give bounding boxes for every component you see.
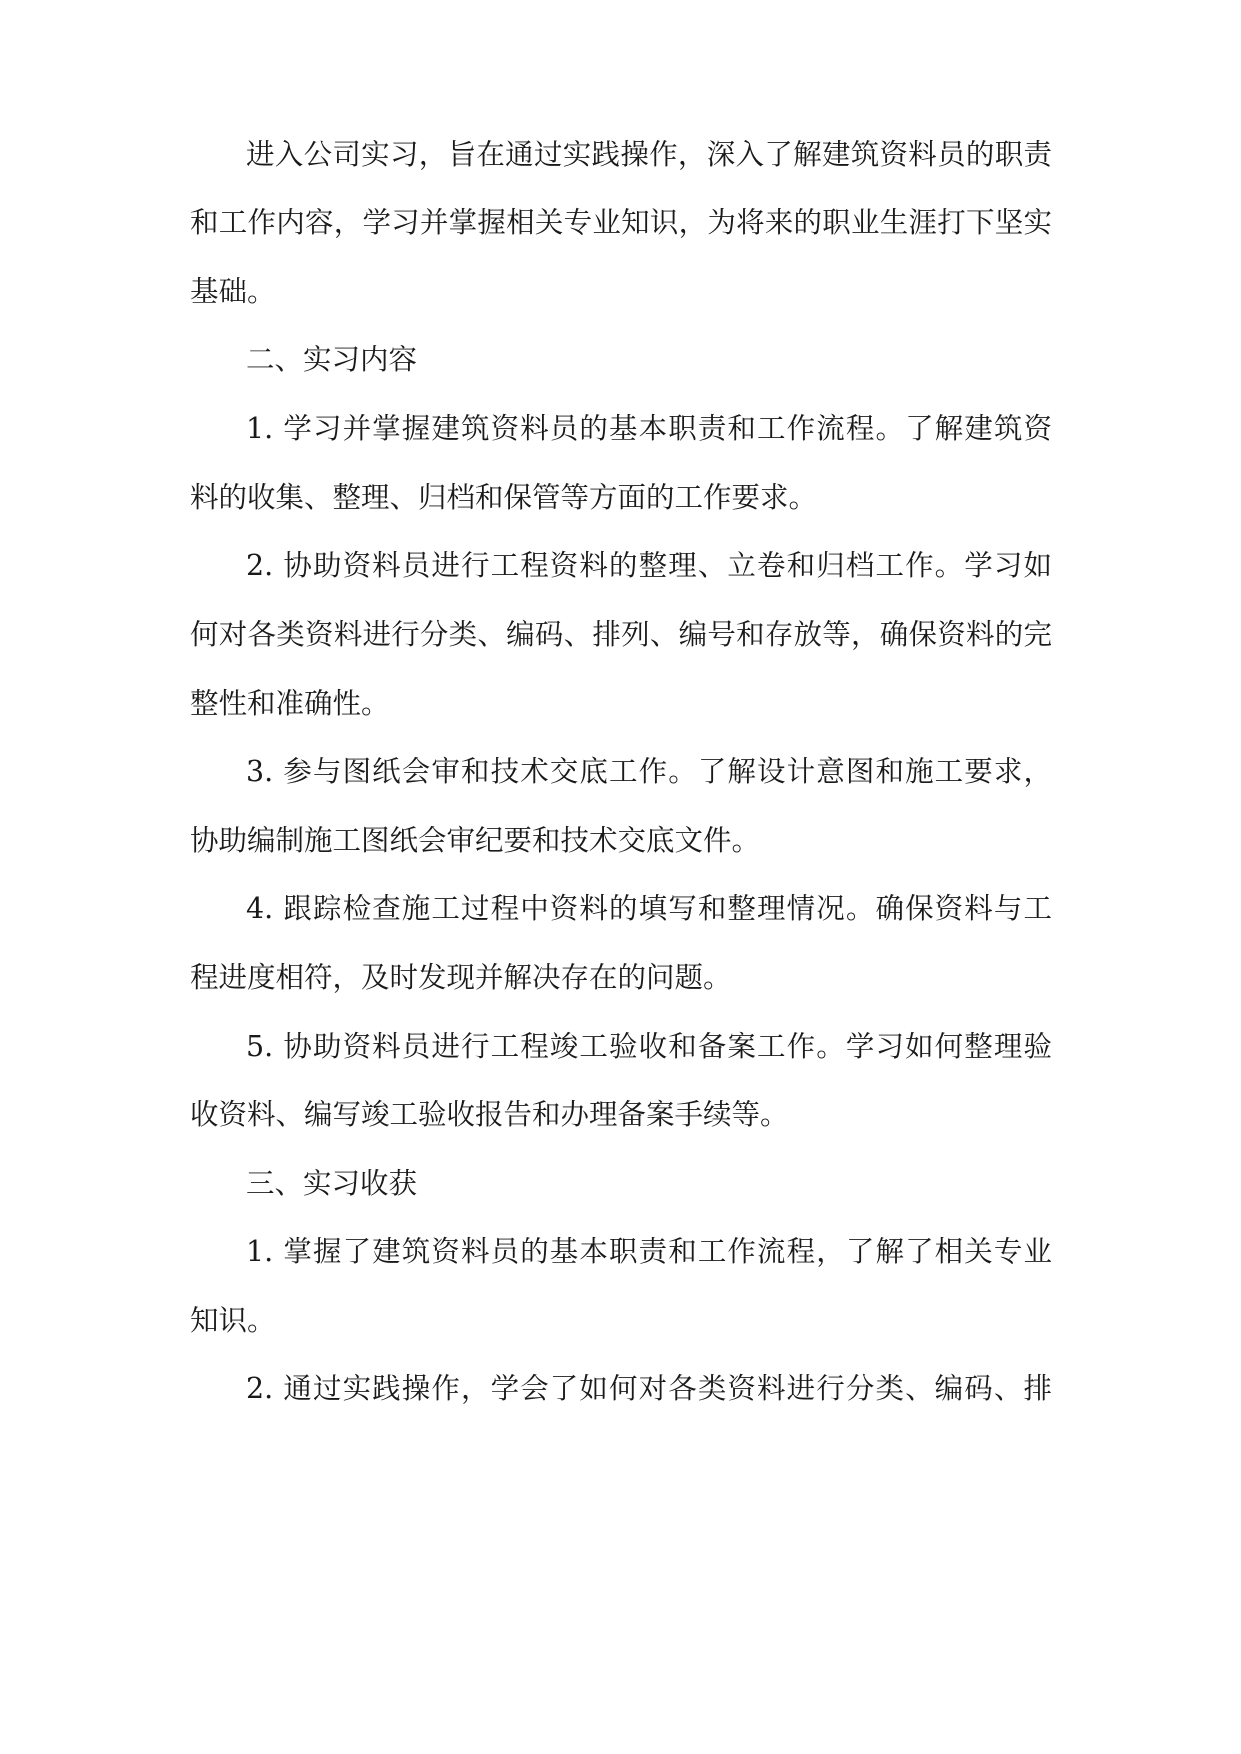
content-item-5-line-1: 5. 协助资料员进行工程竣工验收和备案工作。学习如何整理验 — [246, 1030, 1052, 1063]
paragraph-purpose-line-1: 进入公司实习，旨在通过实践操作，深入了解建筑资料员的职责 — [246, 138, 1052, 171]
content-item-2-line-2: 何对各类资料进行分类、编码、排列、编号和存放等，确保资料的完 — [190, 618, 1052, 651]
gain-item-1-line-1: 1. 掌握了建筑资料员的基本职责和工作流程，了解了相关专业 — [246, 1235, 1052, 1268]
content-item-2-line-3: 整性和准确性。 — [190, 687, 390, 720]
section-heading-gains: 三、实习收获 — [246, 1167, 418, 1200]
section-heading-content: 二、实习内容 — [246, 343, 418, 376]
content-item-1-line-2: 料的收集、整理、归档和保管等方面的工作要求。 — [190, 481, 818, 514]
content-item-2-line-1: 2. 协助资料员进行工程资料的整理、立卷和归档工作。学习如 — [246, 549, 1052, 582]
content-item-3-line-2: 协助编制施工图纸会审纪要和技术交底文件。 — [190, 824, 761, 857]
gain-item-1-line-2: 知识。 — [190, 1304, 276, 1337]
content-item-3-line-1: 3. 参与图纸会审和技术交底工作。了解设计意图和施工要求， — [246, 755, 1052, 788]
content-item-4-line-2: 程进度相符，及时发现并解决存在的问题。 — [190, 961, 732, 994]
content-item-5-line-2: 收资料、编写竣工验收报告和办理备案手续等。 — [190, 1098, 789, 1131]
gain-item-2-line-1: 2. 通过实践操作，学会了如何对各类资料进行分类、编码、排 — [246, 1372, 1052, 1405]
paragraph-purpose-line-2: 和工作内容，学习并掌握相关专业知识，为将来的职业生涯打下坚实 — [190, 206, 1052, 239]
paragraph-purpose-line-3: 基础。 — [190, 275, 276, 308]
content-item-4-line-1: 4. 跟踪检查施工过程中资料的填写和整理情况。确保资料与工 — [246, 892, 1052, 925]
content-item-1-line-1: 1. 学习并掌握建筑资料员的基本职责和工作流程。了解建筑资 — [246, 412, 1052, 445]
